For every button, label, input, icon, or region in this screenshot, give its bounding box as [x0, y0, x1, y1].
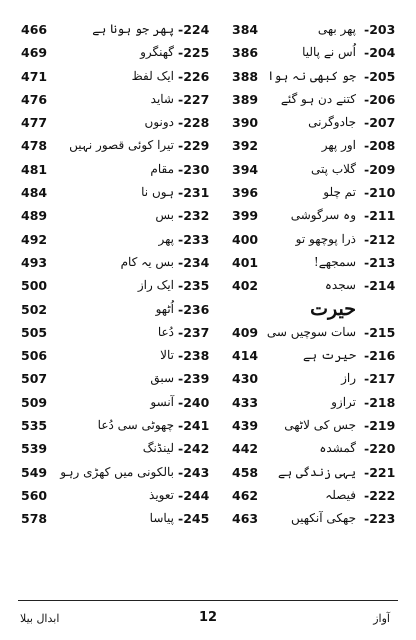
toc-right-page: 394 — [232, 161, 259, 177]
toc-left-title: تعویذ — [149, 487, 174, 502]
toc-right-page: 392 — [232, 138, 259, 154]
toc-left-number: -229 — [178, 138, 210, 154]
toc-right-page: 388 — [232, 68, 259, 84]
toc-right-page: 409 — [232, 324, 259, 340]
toc-right-title: راز — [341, 371, 356, 386]
toc-row — [0, 18, 416, 41]
toc-left-page: 549 — [21, 464, 48, 480]
toc-left-page: 578 — [21, 511, 48, 527]
toc-right-page: 386 — [232, 45, 259, 61]
toc-left-page: 535 — [21, 418, 48, 434]
toc-left-number: -230 — [178, 161, 210, 177]
toc-right-number: -213 — [364, 254, 396, 270]
toc-right-number: -220 — [364, 441, 396, 457]
toc-row — [0, 134, 416, 157]
toc-row — [0, 41, 416, 64]
toc-left-title: بس یہ کام — [120, 254, 174, 269]
toc-right-number: -205 — [364, 68, 396, 84]
toc-left-page: 481 — [21, 161, 48, 177]
toc-right-title: اُس نے پالیا — [302, 45, 356, 60]
section-heading: حیرت — [310, 297, 356, 320]
toc-right-title: جس کی لاٹھی — [284, 418, 356, 433]
toc-right-number: -218 — [364, 394, 396, 410]
toc-row — [0, 391, 416, 414]
toc-row — [0, 111, 416, 134]
toc-right-page: 396 — [232, 185, 259, 201]
toc-left-number: -235 — [178, 278, 210, 294]
toc-row — [0, 367, 416, 390]
toc-right-number: -207 — [364, 115, 396, 131]
toc-left-page: 489 — [21, 208, 48, 224]
toc-row — [0, 437, 416, 460]
toc-left-title: تالا — [160, 348, 174, 363]
toc-right-title: ترازو — [331, 394, 356, 409]
toc-left-title: آنسو — [150, 394, 174, 409]
toc-left-number: -224 — [178, 22, 210, 37]
toc-right-number: -212 — [364, 231, 396, 247]
toc-left-number: -233 — [178, 231, 210, 247]
toc-left-title: مقام — [150, 161, 174, 176]
toc-left-page: 505 — [21, 324, 48, 340]
toc-row — [0, 88, 416, 111]
toc-right-page: 390 — [232, 115, 259, 131]
toc-left-page: 477 — [21, 115, 48, 131]
footer-divider — [18, 600, 398, 601]
toc-row — [0, 204, 416, 227]
toc-row — [0, 484, 416, 507]
toc-right-page: 430 — [232, 371, 259, 387]
toc-right-page: 399 — [232, 208, 259, 224]
footer-page-number: 12 — [198, 610, 218, 625]
toc-left-page: 493 — [21, 254, 48, 270]
toc-right-title: حیرت ہے — [302, 348, 356, 363]
toc-left-page: 500 — [21, 278, 48, 294]
toc-right-number: -210 — [364, 185, 396, 201]
toc-right-number: -215 — [364, 324, 396, 340]
toc-left-title: پھر — [158, 231, 174, 246]
toc-left-title: شاید — [150, 91, 174, 106]
toc-left-title: پھر جو ہونا ہے — [92, 22, 174, 36]
toc-row — [0, 158, 416, 181]
toc-right-page: 384 — [232, 22, 259, 37]
toc-left-number: -240 — [178, 394, 210, 410]
toc-left-title: دُعا — [157, 324, 174, 339]
toc-right-number: -217 — [364, 371, 396, 387]
toc-left-page: 509 — [21, 394, 48, 410]
toc-left-number: -237 — [178, 324, 210, 340]
toc-right-page: 442 — [232, 441, 259, 457]
toc-right-number: -222 — [364, 487, 396, 503]
toc-left-title: چھوٹی سی دُعا — [97, 418, 174, 433]
toc-left-page: 478 — [21, 138, 48, 154]
toc-right-page: 402 — [232, 278, 259, 294]
toc-right-title: تم چلو — [323, 185, 356, 200]
toc-left-title: پیاسا — [149, 511, 174, 526]
toc-left-title: ایک راز — [137, 278, 174, 293]
toc-left-number: -239 — [178, 371, 210, 387]
toc-left-page: 506 — [21, 348, 48, 364]
toc-row — [0, 274, 416, 297]
toc-right-title: گلاب پتی — [311, 161, 356, 176]
toc-right-title: اور پھر — [321, 138, 356, 153]
toc-right-page: 401 — [232, 254, 259, 270]
footer-author: ابدال بیلا — [20, 612, 60, 625]
toc-left-number: -232 — [178, 208, 210, 224]
toc-row — [0, 461, 416, 484]
toc-right-number: -204 — [364, 45, 396, 61]
toc-left-title: گھنگرو — [140, 45, 174, 60]
toc-right-title: پھر بھی — [317, 22, 356, 36]
toc-right-title: سمجھے! — [313, 254, 356, 269]
toc-left-number: -236 — [178, 301, 210, 317]
toc-left-number: -227 — [178, 91, 210, 107]
toc-left-number: -226 — [178, 68, 210, 84]
toc-left-number: -241 — [178, 418, 210, 434]
toc-left-page: 469 — [21, 45, 48, 61]
toc-row — [0, 181, 416, 204]
toc-left-number: -238 — [178, 348, 210, 364]
toc-right-title: ذرا پوچھو تو — [295, 231, 356, 246]
toc-left-page: 484 — [21, 185, 48, 201]
toc-right-title: سجدہ — [324, 278, 356, 293]
toc-left-number: -225 — [178, 45, 210, 61]
toc-right-page: 389 — [232, 91, 259, 107]
toc-left-title: لینڈنگ — [142, 441, 174, 456]
toc-right-title: فیصلہ — [325, 487, 356, 502]
toc-right-number: -216 — [364, 348, 396, 364]
toc-right-page: 458 — [232, 464, 259, 480]
toc-left-page: 560 — [21, 487, 48, 503]
toc-row — [0, 507, 416, 530]
toc-left-number: -243 — [178, 464, 210, 480]
toc-left-title: تیرا کوئی قصور نہیں — [69, 138, 174, 153]
toc-right-number: -208 — [364, 138, 396, 154]
toc-right-number: -219 — [364, 418, 396, 434]
toc-row — [0, 298, 416, 321]
toc-left-page: 502 — [21, 301, 48, 317]
toc-left-page: 539 — [21, 441, 48, 457]
toc-right-page: 463 — [232, 511, 259, 527]
toc-left-page: 492 — [21, 231, 48, 247]
toc-right-number: -206 — [364, 91, 396, 107]
toc-left-page: 466 — [21, 22, 48, 37]
toc-left-title: دونوں — [144, 115, 174, 130]
toc-left-number: -234 — [178, 254, 210, 270]
toc-left-title: بالکونی میں کھڑی رہو — [60, 464, 174, 479]
toc-left-number: -228 — [178, 115, 210, 131]
toc-left-title: سبق — [150, 371, 174, 386]
toc-left-number: -244 — [178, 487, 210, 503]
toc-right-title: یہی زندگی ہے — [278, 464, 356, 479]
toc-left-title: بس — [155, 208, 174, 223]
table-of-contents — [0, 18, 416, 531]
toc-right-page: 433 — [232, 394, 259, 410]
toc-right-number: -203 — [364, 22, 396, 37]
toc-right-page: 414 — [232, 348, 259, 364]
toc-right-title: گمشدہ — [319, 441, 356, 456]
toc-right-number: -211 — [364, 208, 396, 224]
toc-row — [0, 251, 416, 274]
toc-row — [0, 344, 416, 367]
toc-right-page: 462 — [232, 487, 259, 503]
toc-right-page: 439 — [232, 418, 259, 434]
toc-left-number: -231 — [178, 185, 210, 201]
toc-right-number: -221 — [364, 464, 396, 480]
toc-right-title: سات سوچیں سی — [266, 324, 356, 339]
toc-left-number: -245 — [178, 511, 210, 527]
toc-right-title: وہ سرگوشی — [290, 208, 356, 223]
toc-left-page: 476 — [21, 91, 48, 107]
toc-row — [0, 321, 416, 344]
toc-right-number: -223 — [364, 511, 396, 527]
toc-left-title: ایک لفظ — [131, 68, 174, 83]
toc-left-title: اُٹھو — [155, 301, 174, 316]
toc-right-number: -214 — [364, 278, 396, 294]
toc-right-title: کتنے دن ہو گئے — [280, 91, 356, 106]
toc-right-title: جھکی آنکھیں — [291, 511, 356, 526]
toc-right-title: جو کبھی نہ ہوا — [267, 68, 356, 83]
toc-row — [0, 65, 416, 88]
toc-left-number: -242 — [178, 441, 210, 457]
toc-left-page: 471 — [21, 68, 48, 84]
toc-left-page: 507 — [21, 371, 48, 387]
toc-row — [0, 228, 416, 251]
toc-right-number: -209 — [364, 161, 396, 177]
toc-right-page: 400 — [232, 231, 259, 247]
toc-left-title: ہوں نا — [141, 185, 174, 200]
toc-right-title: جادوگرنی — [308, 115, 356, 130]
toc-row — [0, 414, 416, 437]
footer-book-title: آواز — [373, 612, 390, 625]
